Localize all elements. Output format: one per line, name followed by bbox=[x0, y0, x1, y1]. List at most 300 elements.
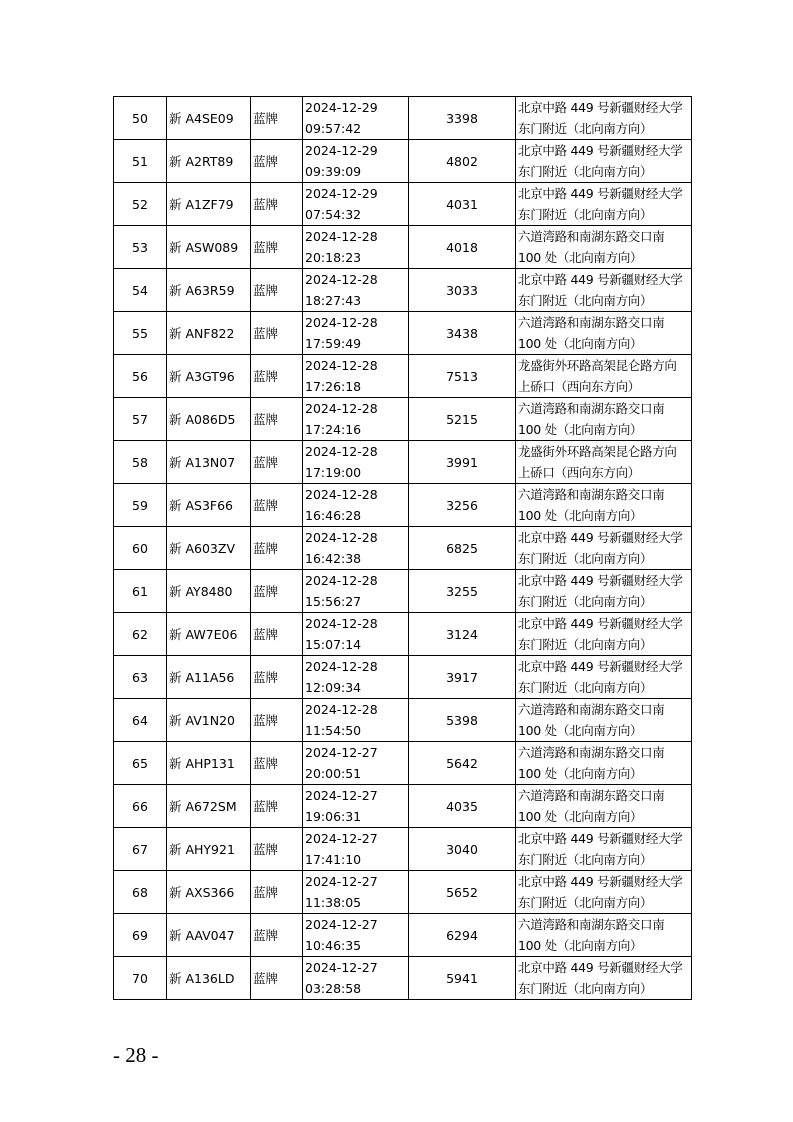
plate-color-cell bbox=[251, 140, 303, 183]
amount: 3256 bbox=[446, 497, 478, 513]
location-location-2: 东门附近（北向南方向） bbox=[518, 164, 653, 179]
location-cell bbox=[516, 699, 692, 742]
amount: 5215 bbox=[446, 411, 478, 427]
row-index: 57 bbox=[132, 411, 148, 427]
amount: 3398 bbox=[446, 110, 478, 126]
plate-color-cell bbox=[251, 226, 303, 269]
location-location-1: 北京中路 449 号新疆财经大学 bbox=[518, 143, 683, 158]
table-row bbox=[114, 355, 692, 398]
location-location-2: 上硚口（西向东方向） bbox=[518, 465, 641, 480]
capture-time-time: 17:59:49 bbox=[305, 336, 362, 351]
location-cell bbox=[516, 871, 692, 914]
plate-color: 蓝牌 bbox=[253, 282, 279, 298]
location-location-2: 东门附近（北向南方向） bbox=[518, 637, 653, 652]
capture-time-time: 15:07:14 bbox=[305, 637, 362, 652]
capture-time-date: 2024-12-29 bbox=[305, 100, 378, 115]
capture-time-time: 17:24:16 bbox=[305, 422, 362, 437]
row-index-cell bbox=[114, 269, 167, 312]
plate-number: 新 AHY921 bbox=[169, 841, 235, 857]
amount-cell bbox=[409, 785, 516, 828]
table-row bbox=[114, 570, 692, 613]
plate-color-cell bbox=[251, 871, 303, 914]
amount-cell bbox=[409, 699, 516, 742]
table-row bbox=[114, 269, 692, 312]
row-index: 63 bbox=[132, 669, 148, 685]
amount: 5642 bbox=[446, 755, 478, 771]
plate-color: 蓝牌 bbox=[253, 626, 279, 642]
plate-color-cell bbox=[251, 613, 303, 656]
location-location-1: 北京中路 449 号新疆财经大学 bbox=[518, 960, 683, 975]
plate-color: 蓝牌 bbox=[253, 583, 279, 599]
capture-time-cell bbox=[303, 398, 409, 441]
capture-time-time: 18:27:43 bbox=[305, 293, 362, 308]
table-row bbox=[114, 656, 692, 699]
amount: 4018 bbox=[446, 239, 478, 255]
location-cell bbox=[516, 527, 692, 570]
table-row bbox=[114, 312, 692, 355]
plate-color: 蓝牌 bbox=[253, 153, 279, 169]
row-index: 55 bbox=[132, 325, 148, 341]
location-location-1: 六道湾路和南湖东路交口南 bbox=[518, 229, 665, 244]
plate-number: 新 AW7E06 bbox=[169, 626, 238, 642]
location-location-1: 北京中路 449 号新疆财经大学 bbox=[518, 573, 683, 588]
plate-color-cell bbox=[251, 312, 303, 355]
plate-number: 新 A086D5 bbox=[169, 411, 236, 427]
table-row bbox=[114, 484, 692, 527]
capture-time-cell bbox=[303, 183, 409, 226]
capture-time-time: 11:38:05 bbox=[305, 895, 362, 910]
amount: 3255 bbox=[446, 583, 478, 599]
row-index: 64 bbox=[132, 712, 148, 728]
capture-time-cell bbox=[303, 613, 409, 656]
row-index: 62 bbox=[132, 626, 148, 642]
plate-number-cell bbox=[167, 312, 251, 355]
capture-time-date: 2024-12-27 bbox=[305, 788, 378, 803]
plate-number-cell bbox=[167, 97, 251, 140]
amount-cell bbox=[409, 484, 516, 527]
row-index: 66 bbox=[132, 798, 148, 814]
table-row bbox=[114, 613, 692, 656]
plate-number: 新 ANF822 bbox=[169, 325, 235, 341]
plate-number: 新 AAV047 bbox=[169, 927, 235, 943]
row-index-cell bbox=[114, 355, 167, 398]
plate-color-cell bbox=[251, 914, 303, 957]
plate-color: 蓝牌 bbox=[253, 669, 279, 685]
plate-number: 新 A603ZV bbox=[169, 540, 235, 556]
plate-number-cell bbox=[167, 613, 251, 656]
plate-color-cell bbox=[251, 484, 303, 527]
plate-number: 新 A672SM bbox=[169, 798, 237, 814]
capture-time-time: 11:54:50 bbox=[305, 723, 362, 738]
capture-time-cell bbox=[303, 914, 409, 957]
row-index-cell bbox=[114, 828, 167, 871]
row-index-cell bbox=[114, 914, 167, 957]
amount-cell bbox=[409, 441, 516, 484]
plate-number-cell bbox=[167, 398, 251, 441]
plate-color: 蓝牌 bbox=[253, 325, 279, 341]
location-location-1: 龙盛街外环路高架昆仑路方向 bbox=[518, 358, 677, 373]
amount-cell bbox=[409, 656, 516, 699]
capture-time-cell bbox=[303, 871, 409, 914]
plate-color-cell bbox=[251, 570, 303, 613]
row-index: 50 bbox=[132, 110, 148, 126]
plate-color-cell bbox=[251, 656, 303, 699]
capture-time-time: 09:57:42 bbox=[305, 121, 362, 136]
table-row bbox=[114, 914, 692, 957]
capture-time-date: 2024-12-28 bbox=[305, 616, 378, 631]
capture-time-time: 12:09:34 bbox=[305, 680, 362, 695]
plate-color: 蓝牌 bbox=[253, 368, 279, 384]
amount: 3033 bbox=[446, 282, 478, 298]
row-index: 70 bbox=[132, 970, 148, 986]
plate-number: 新 AS3F66 bbox=[169, 497, 234, 513]
row-index: 68 bbox=[132, 884, 148, 900]
plate-number: 新 A2RT89 bbox=[169, 153, 234, 169]
capture-time-time: 17:41:10 bbox=[305, 852, 362, 867]
row-index: 51 bbox=[132, 153, 148, 169]
amount-cell bbox=[409, 871, 516, 914]
plate-number-cell bbox=[167, 355, 251, 398]
plate-number: 新 A13N07 bbox=[169, 454, 236, 470]
row-index: 58 bbox=[132, 454, 148, 470]
row-index-cell bbox=[114, 398, 167, 441]
row-index-cell bbox=[114, 957, 167, 1000]
table-row bbox=[114, 398, 692, 441]
location-location-2: 东门附近（北向南方向） bbox=[518, 293, 653, 308]
plate-color: 蓝牌 bbox=[253, 970, 279, 986]
amount: 3124 bbox=[446, 626, 478, 642]
capture-time-date: 2024-12-28 bbox=[305, 358, 378, 373]
row-index-cell bbox=[114, 484, 167, 527]
location-cell bbox=[516, 656, 692, 699]
location-location-1: 北京中路 449 号新疆财经大学 bbox=[518, 530, 683, 545]
amount-cell bbox=[409, 828, 516, 871]
plate-number-cell bbox=[167, 570, 251, 613]
location-location-2: 100 处（北向南方向） bbox=[518, 723, 643, 738]
capture-time-time: 17:26:18 bbox=[305, 379, 362, 394]
row-index-cell bbox=[114, 785, 167, 828]
row-index: 65 bbox=[132, 755, 148, 771]
plate-color: 蓝牌 bbox=[253, 110, 279, 126]
amount: 3991 bbox=[446, 454, 478, 470]
location-location-2: 100 处（北向南方向） bbox=[518, 766, 643, 781]
location-cell bbox=[516, 269, 692, 312]
plate-number-cell bbox=[167, 828, 251, 871]
capture-time-cell bbox=[303, 656, 409, 699]
plate-color: 蓝牌 bbox=[253, 712, 279, 728]
plate-color-cell bbox=[251, 699, 303, 742]
location-location-1: 六道湾路和南湖东路交口南 bbox=[518, 401, 665, 416]
row-index-cell bbox=[114, 226, 167, 269]
location-location-2: 东门附近（北向南方向） bbox=[518, 121, 653, 136]
location-location-2: 100 处（北向南方向） bbox=[518, 250, 643, 265]
plate-color-cell bbox=[251, 785, 303, 828]
location-location-1: 北京中路 449 号新疆财经大学 bbox=[518, 100, 683, 115]
amount-cell bbox=[409, 269, 516, 312]
location-location-1: 北京中路 449 号新疆财经大学 bbox=[518, 616, 683, 631]
table-row bbox=[114, 527, 692, 570]
capture-time-date: 2024-12-28 bbox=[305, 229, 378, 244]
capture-time-date: 2024-12-28 bbox=[305, 487, 378, 502]
capture-time-cell bbox=[303, 97, 409, 140]
table-row bbox=[114, 699, 692, 742]
plate-number-cell bbox=[167, 742, 251, 785]
row-index-cell bbox=[114, 699, 167, 742]
capture-time-time: 10:46:35 bbox=[305, 938, 362, 953]
plate-color: 蓝牌 bbox=[253, 755, 279, 771]
plate-color-cell bbox=[251, 355, 303, 398]
plate-number: 新 A136LD bbox=[169, 970, 235, 986]
capture-time-cell bbox=[303, 441, 409, 484]
location-cell bbox=[516, 226, 692, 269]
capture-time-date: 2024-12-28 bbox=[305, 530, 378, 545]
capture-time-cell bbox=[303, 226, 409, 269]
amount: 4035 bbox=[446, 798, 478, 814]
capture-time-cell bbox=[303, 269, 409, 312]
location-cell bbox=[516, 742, 692, 785]
row-index: 54 bbox=[132, 282, 148, 298]
capture-time-cell bbox=[303, 957, 409, 1000]
row-index: 60 bbox=[132, 540, 148, 556]
location-location-2: 东门附近（北向南方向） bbox=[518, 680, 653, 695]
row-index-cell bbox=[114, 312, 167, 355]
plate-number: 新 AHP131 bbox=[169, 755, 235, 771]
capture-time-date: 2024-12-28 bbox=[305, 659, 378, 674]
plate-number: 新 A1ZF79 bbox=[169, 196, 234, 212]
location-cell bbox=[516, 785, 692, 828]
plate-color: 蓝牌 bbox=[253, 454, 279, 470]
row-index: 69 bbox=[132, 927, 148, 943]
plate-color: 蓝牌 bbox=[253, 841, 279, 857]
row-index-cell bbox=[114, 527, 167, 570]
row-index-cell bbox=[114, 183, 167, 226]
table-row bbox=[114, 441, 692, 484]
location-cell bbox=[516, 613, 692, 656]
amount: 5398 bbox=[446, 712, 478, 728]
capture-time-time: 15:56:27 bbox=[305, 594, 362, 609]
capture-time-cell bbox=[303, 355, 409, 398]
plate-color: 蓝牌 bbox=[253, 798, 279, 814]
plate-color-cell bbox=[251, 97, 303, 140]
amount-cell bbox=[409, 226, 516, 269]
capture-time-time: 16:42:38 bbox=[305, 551, 362, 566]
capture-time-cell bbox=[303, 484, 409, 527]
capture-time-date: 2024-12-29 bbox=[305, 143, 378, 158]
table-row bbox=[114, 183, 692, 226]
capture-time-date: 2024-12-27 bbox=[305, 831, 378, 846]
row-index-cell bbox=[114, 742, 167, 785]
location-location-2: 东门附近（北向南方向） bbox=[518, 852, 653, 867]
plate-color: 蓝牌 bbox=[253, 497, 279, 513]
row-index-cell bbox=[114, 656, 167, 699]
capture-time-cell bbox=[303, 742, 409, 785]
amount: 3917 bbox=[446, 669, 478, 685]
capture-time-time: 17:19:00 bbox=[305, 465, 362, 480]
plate-number-cell bbox=[167, 871, 251, 914]
capture-time-date: 2024-12-27 bbox=[305, 960, 378, 975]
capture-time-date: 2024-12-27 bbox=[305, 917, 378, 932]
plate-number-cell bbox=[167, 527, 251, 570]
row-index-cell bbox=[114, 140, 167, 183]
plate-number-cell bbox=[167, 441, 251, 484]
amount: 6825 bbox=[446, 540, 478, 556]
location-location-2: 100 处（北向南方向） bbox=[518, 336, 643, 351]
location-cell bbox=[516, 398, 692, 441]
location-location-1: 北京中路 449 号新疆财经大学 bbox=[518, 874, 683, 889]
capture-time-time: 20:00:51 bbox=[305, 766, 362, 781]
amount: 5941 bbox=[446, 970, 478, 986]
plate-number-cell bbox=[167, 269, 251, 312]
location-location-2: 100 处（北向南方向） bbox=[518, 422, 643, 437]
amount: 4031 bbox=[446, 196, 478, 212]
row-index-cell bbox=[114, 613, 167, 656]
plate-color-cell bbox=[251, 828, 303, 871]
plate-number: 新 AXS366 bbox=[169, 884, 235, 900]
location-cell bbox=[516, 441, 692, 484]
location-location-1: 北京中路 449 号新疆财经大学 bbox=[518, 186, 683, 201]
location-location-1: 六道湾路和南湖东路交口南 bbox=[518, 487, 665, 502]
capture-time-cell bbox=[303, 828, 409, 871]
plate-number-cell bbox=[167, 484, 251, 527]
row-index: 53 bbox=[132, 239, 148, 255]
location-location-2: 东门附近（北向南方向） bbox=[518, 207, 653, 222]
amount-cell bbox=[409, 914, 516, 957]
location-location-2: 100 处（北向南方向） bbox=[518, 809, 643, 824]
row-index: 56 bbox=[132, 368, 148, 384]
location-cell bbox=[516, 570, 692, 613]
capture-time-time: 20:18:23 bbox=[305, 250, 362, 265]
location-location-1: 北京中路 449 号新疆财经大学 bbox=[518, 831, 683, 846]
amount-cell bbox=[409, 570, 516, 613]
plate-number: 新 AY8480 bbox=[169, 583, 233, 599]
table-row bbox=[114, 140, 692, 183]
amount-cell bbox=[409, 140, 516, 183]
amount: 5652 bbox=[446, 884, 478, 900]
location-location-2: 上硚口（西向东方向） bbox=[518, 379, 641, 394]
location-location-1: 龙盛街外环路高架昆仑路方向 bbox=[518, 444, 677, 459]
capture-time-time: 07:54:32 bbox=[305, 207, 362, 222]
capture-time-date: 2024-12-27 bbox=[305, 745, 378, 760]
amount-cell bbox=[409, 742, 516, 785]
plate-color: 蓝牌 bbox=[253, 540, 279, 556]
amount-cell bbox=[409, 312, 516, 355]
violation-records-table bbox=[113, 96, 692, 1000]
row-index-cell bbox=[114, 97, 167, 140]
location-cell bbox=[516, 312, 692, 355]
location-location-2: 东门附近（北向南方向） bbox=[518, 594, 653, 609]
plate-number-cell bbox=[167, 183, 251, 226]
location-cell bbox=[516, 957, 692, 1000]
plate-color-cell bbox=[251, 183, 303, 226]
plate-color-cell bbox=[251, 269, 303, 312]
table-row bbox=[114, 828, 692, 871]
amount: 6294 bbox=[446, 927, 478, 943]
plate-color-cell bbox=[251, 398, 303, 441]
amount-cell bbox=[409, 355, 516, 398]
plate-number-cell bbox=[167, 785, 251, 828]
plate-number: 新 A3GT96 bbox=[169, 368, 235, 384]
capture-time-cell bbox=[303, 312, 409, 355]
plate-color: 蓝牌 bbox=[253, 927, 279, 943]
location-location-2: 100 处（北向南方向） bbox=[518, 938, 643, 953]
capture-time-cell bbox=[303, 527, 409, 570]
amount-cell bbox=[409, 613, 516, 656]
row-index: 52 bbox=[132, 196, 148, 212]
capture-time-date: 2024-12-29 bbox=[305, 186, 378, 201]
page-number: - 28 - bbox=[113, 1043, 159, 1067]
capture-time-cell bbox=[303, 140, 409, 183]
row-index-cell bbox=[114, 871, 167, 914]
location-cell bbox=[516, 183, 692, 226]
table-row bbox=[114, 957, 692, 1000]
plate-number-cell bbox=[167, 914, 251, 957]
plate-number-cell bbox=[167, 140, 251, 183]
location-location-1: 六道湾路和南湖东路交口南 bbox=[518, 917, 665, 932]
row-index-cell bbox=[114, 441, 167, 484]
capture-time-date: 2024-12-28 bbox=[305, 401, 378, 416]
amount: 3438 bbox=[446, 325, 478, 341]
location-location-1: 六道湾路和南湖东路交口南 bbox=[518, 745, 665, 760]
row-index: 59 bbox=[132, 497, 148, 513]
location-cell bbox=[516, 97, 692, 140]
amount-cell bbox=[409, 183, 516, 226]
amount-cell bbox=[409, 957, 516, 1000]
location-location-1: 北京中路 449 号新疆财经大学 bbox=[518, 272, 683, 287]
capture-time-date: 2024-12-28 bbox=[305, 702, 378, 717]
plate-number-cell bbox=[167, 226, 251, 269]
capture-time-time: 16:46:28 bbox=[305, 508, 362, 523]
table-row bbox=[114, 785, 692, 828]
plate-number: 新 AV1N20 bbox=[169, 712, 235, 728]
capture-time-cell bbox=[303, 785, 409, 828]
amount: 3040 bbox=[446, 841, 478, 857]
capture-time-time: 09:39:09 bbox=[305, 164, 362, 179]
location-location-1: 六道湾路和南湖东路交口南 bbox=[518, 702, 665, 717]
location-cell bbox=[516, 914, 692, 957]
location-location-1: 六道湾路和南湖东路交口南 bbox=[518, 788, 665, 803]
plate-color: 蓝牌 bbox=[253, 196, 279, 212]
plate-number: 新 A11A56 bbox=[169, 669, 235, 685]
location-location-2: 100 处（北向南方向） bbox=[518, 508, 643, 523]
location-cell bbox=[516, 484, 692, 527]
row-index: 67 bbox=[132, 841, 148, 857]
plate-number: 新 A4SE09 bbox=[169, 110, 234, 126]
table-row bbox=[114, 871, 692, 914]
plate-color-cell bbox=[251, 441, 303, 484]
location-cell bbox=[516, 140, 692, 183]
capture-time-cell bbox=[303, 699, 409, 742]
plate-color-cell bbox=[251, 742, 303, 785]
plate-number-cell bbox=[167, 699, 251, 742]
plate-color: 蓝牌 bbox=[253, 884, 279, 900]
location-location-2: 东门附近（北向南方向） bbox=[518, 551, 653, 566]
location-cell bbox=[516, 828, 692, 871]
plate-number: 新 ASW089 bbox=[169, 239, 239, 255]
capture-time-date: 2024-12-27 bbox=[305, 874, 378, 889]
amount: 7513 bbox=[446, 368, 478, 384]
location-location-2: 东门附近（北向南方向） bbox=[518, 895, 653, 910]
location-location-1: 北京中路 449 号新疆财经大学 bbox=[518, 659, 683, 674]
capture-time-date: 2024-12-28 bbox=[305, 444, 378, 459]
capture-time-date: 2024-12-28 bbox=[305, 272, 378, 287]
plate-number: 新 A63R59 bbox=[169, 282, 235, 298]
plate-number-cell bbox=[167, 957, 251, 1000]
plate-color-cell bbox=[251, 527, 303, 570]
table-row bbox=[114, 742, 692, 785]
plate-color: 蓝牌 bbox=[253, 239, 279, 255]
table-body bbox=[114, 97, 692, 1000]
location-cell bbox=[516, 355, 692, 398]
